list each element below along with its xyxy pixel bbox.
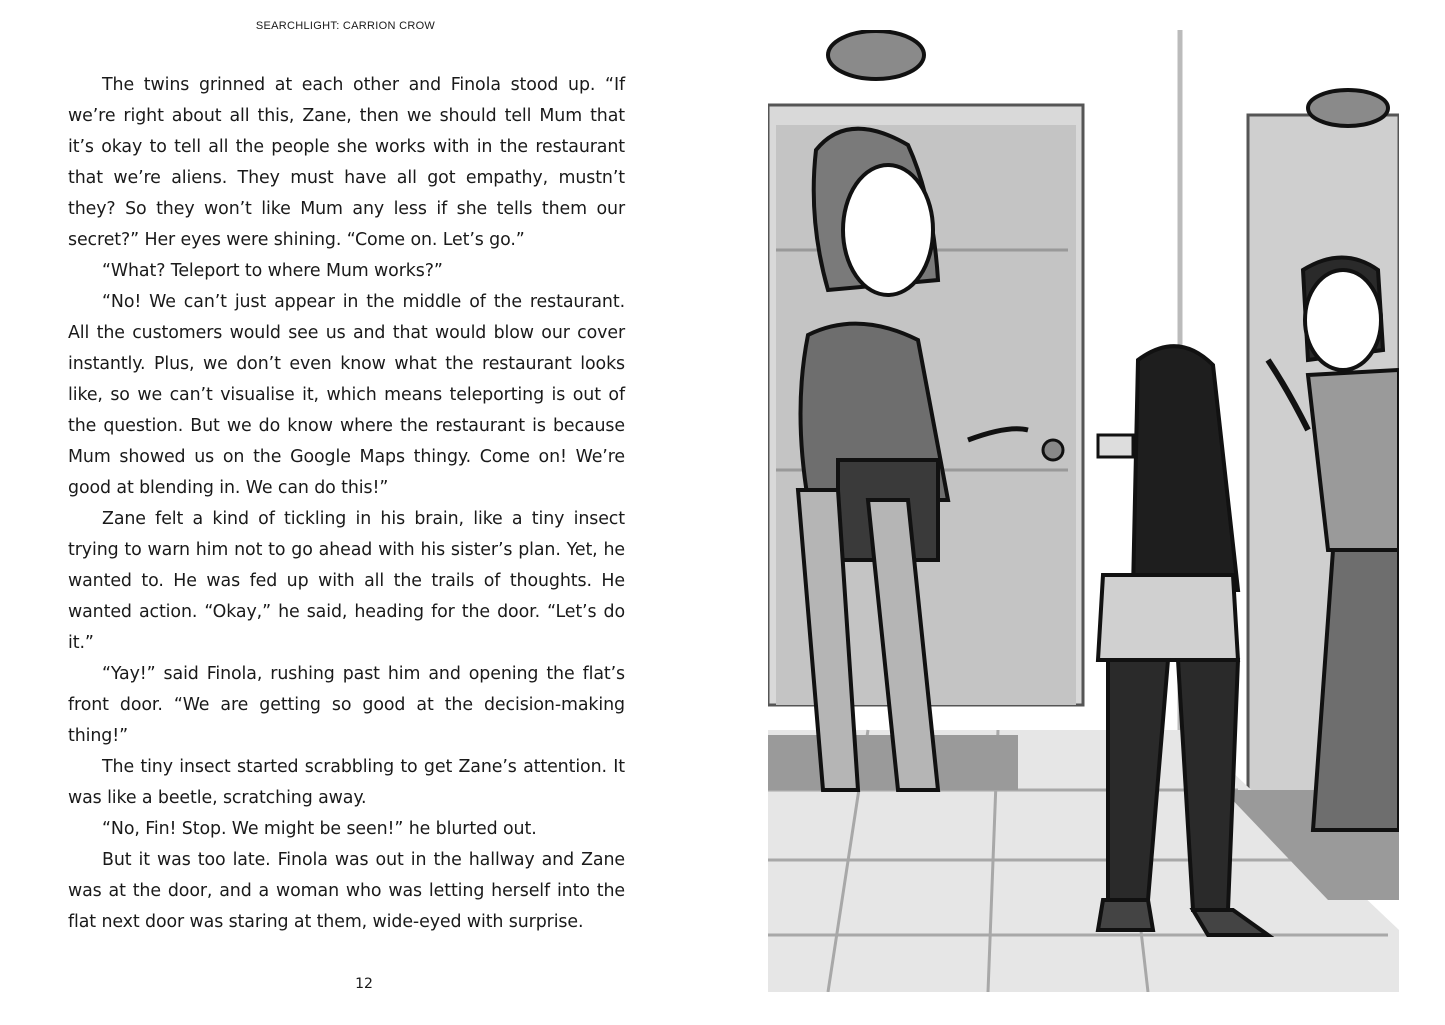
ceiling-light-icon xyxy=(1308,90,1388,126)
doorbell-icon xyxy=(1098,435,1133,457)
paragraph: Zane felt a kind of tickling in his brain, like a tiny insect trying to warn him not to go ahead with his sister’s plan. Yet, he wanted to. He was fed up with all the trails of thoughts. He wanted action. “Okay,” he said, heading for the door. “Let’s do it.” xyxy=(68,509,625,653)
paragraph: “No, Fin! Stop. We might be seen!” he blurted out. xyxy=(102,819,537,839)
door-handle-icon xyxy=(1043,440,1063,460)
paragraph: “Yay!” said Finola, rushing past him and opening the flat’s front door. “We are getting so good at the decision-making thing!” xyxy=(68,664,625,746)
ceiling-light-icon xyxy=(828,31,924,79)
paragraph: “No! We can’t just appear in the middle of the restaurant. All the customers would see us and that would blow our cover instantly. Plus, we don’t even know what the restaurant looks like, so we can’t visualise it, which means teleporting is out of the question. But we do know where the restaurant is because Mum showed us on the Google Maps thingy. Come on! We’re good at blending in. We can do this!” xyxy=(68,292,625,498)
hallway-illustration xyxy=(768,30,1399,992)
paragraph: “What? Teleport to where Mum works?” xyxy=(102,261,443,281)
paragraph: The tiny insect started scrabbling to get Zane’s attention. It was like a beetle, scratching away. xyxy=(68,757,625,808)
paragraph: But it was too late. Finola was out in the hallway and Zane was at the door, and a woman who was letting herself into the flat next door was staring at them, wide-eyed with surprise. xyxy=(68,850,625,932)
paragraph: The twins grinned at each other and Finola stood up. “If we’re right about all this, Zane, then we should tell Mum that it’s okay to tell all the people she works with in the restaurant that we’re aliens. They must have all got empathy, mustn’t they? So they won’t like Mum any less if she tells them our secret?” Her eyes were shining. “Come on. Let’s go.” xyxy=(68,75,625,250)
body-text xyxy=(68,70,625,938)
running-head: SEARCHLIGHT: CARRION CROW xyxy=(255,20,436,32)
hallway-scene xyxy=(768,30,1399,992)
page-number: 12 xyxy=(355,976,373,992)
